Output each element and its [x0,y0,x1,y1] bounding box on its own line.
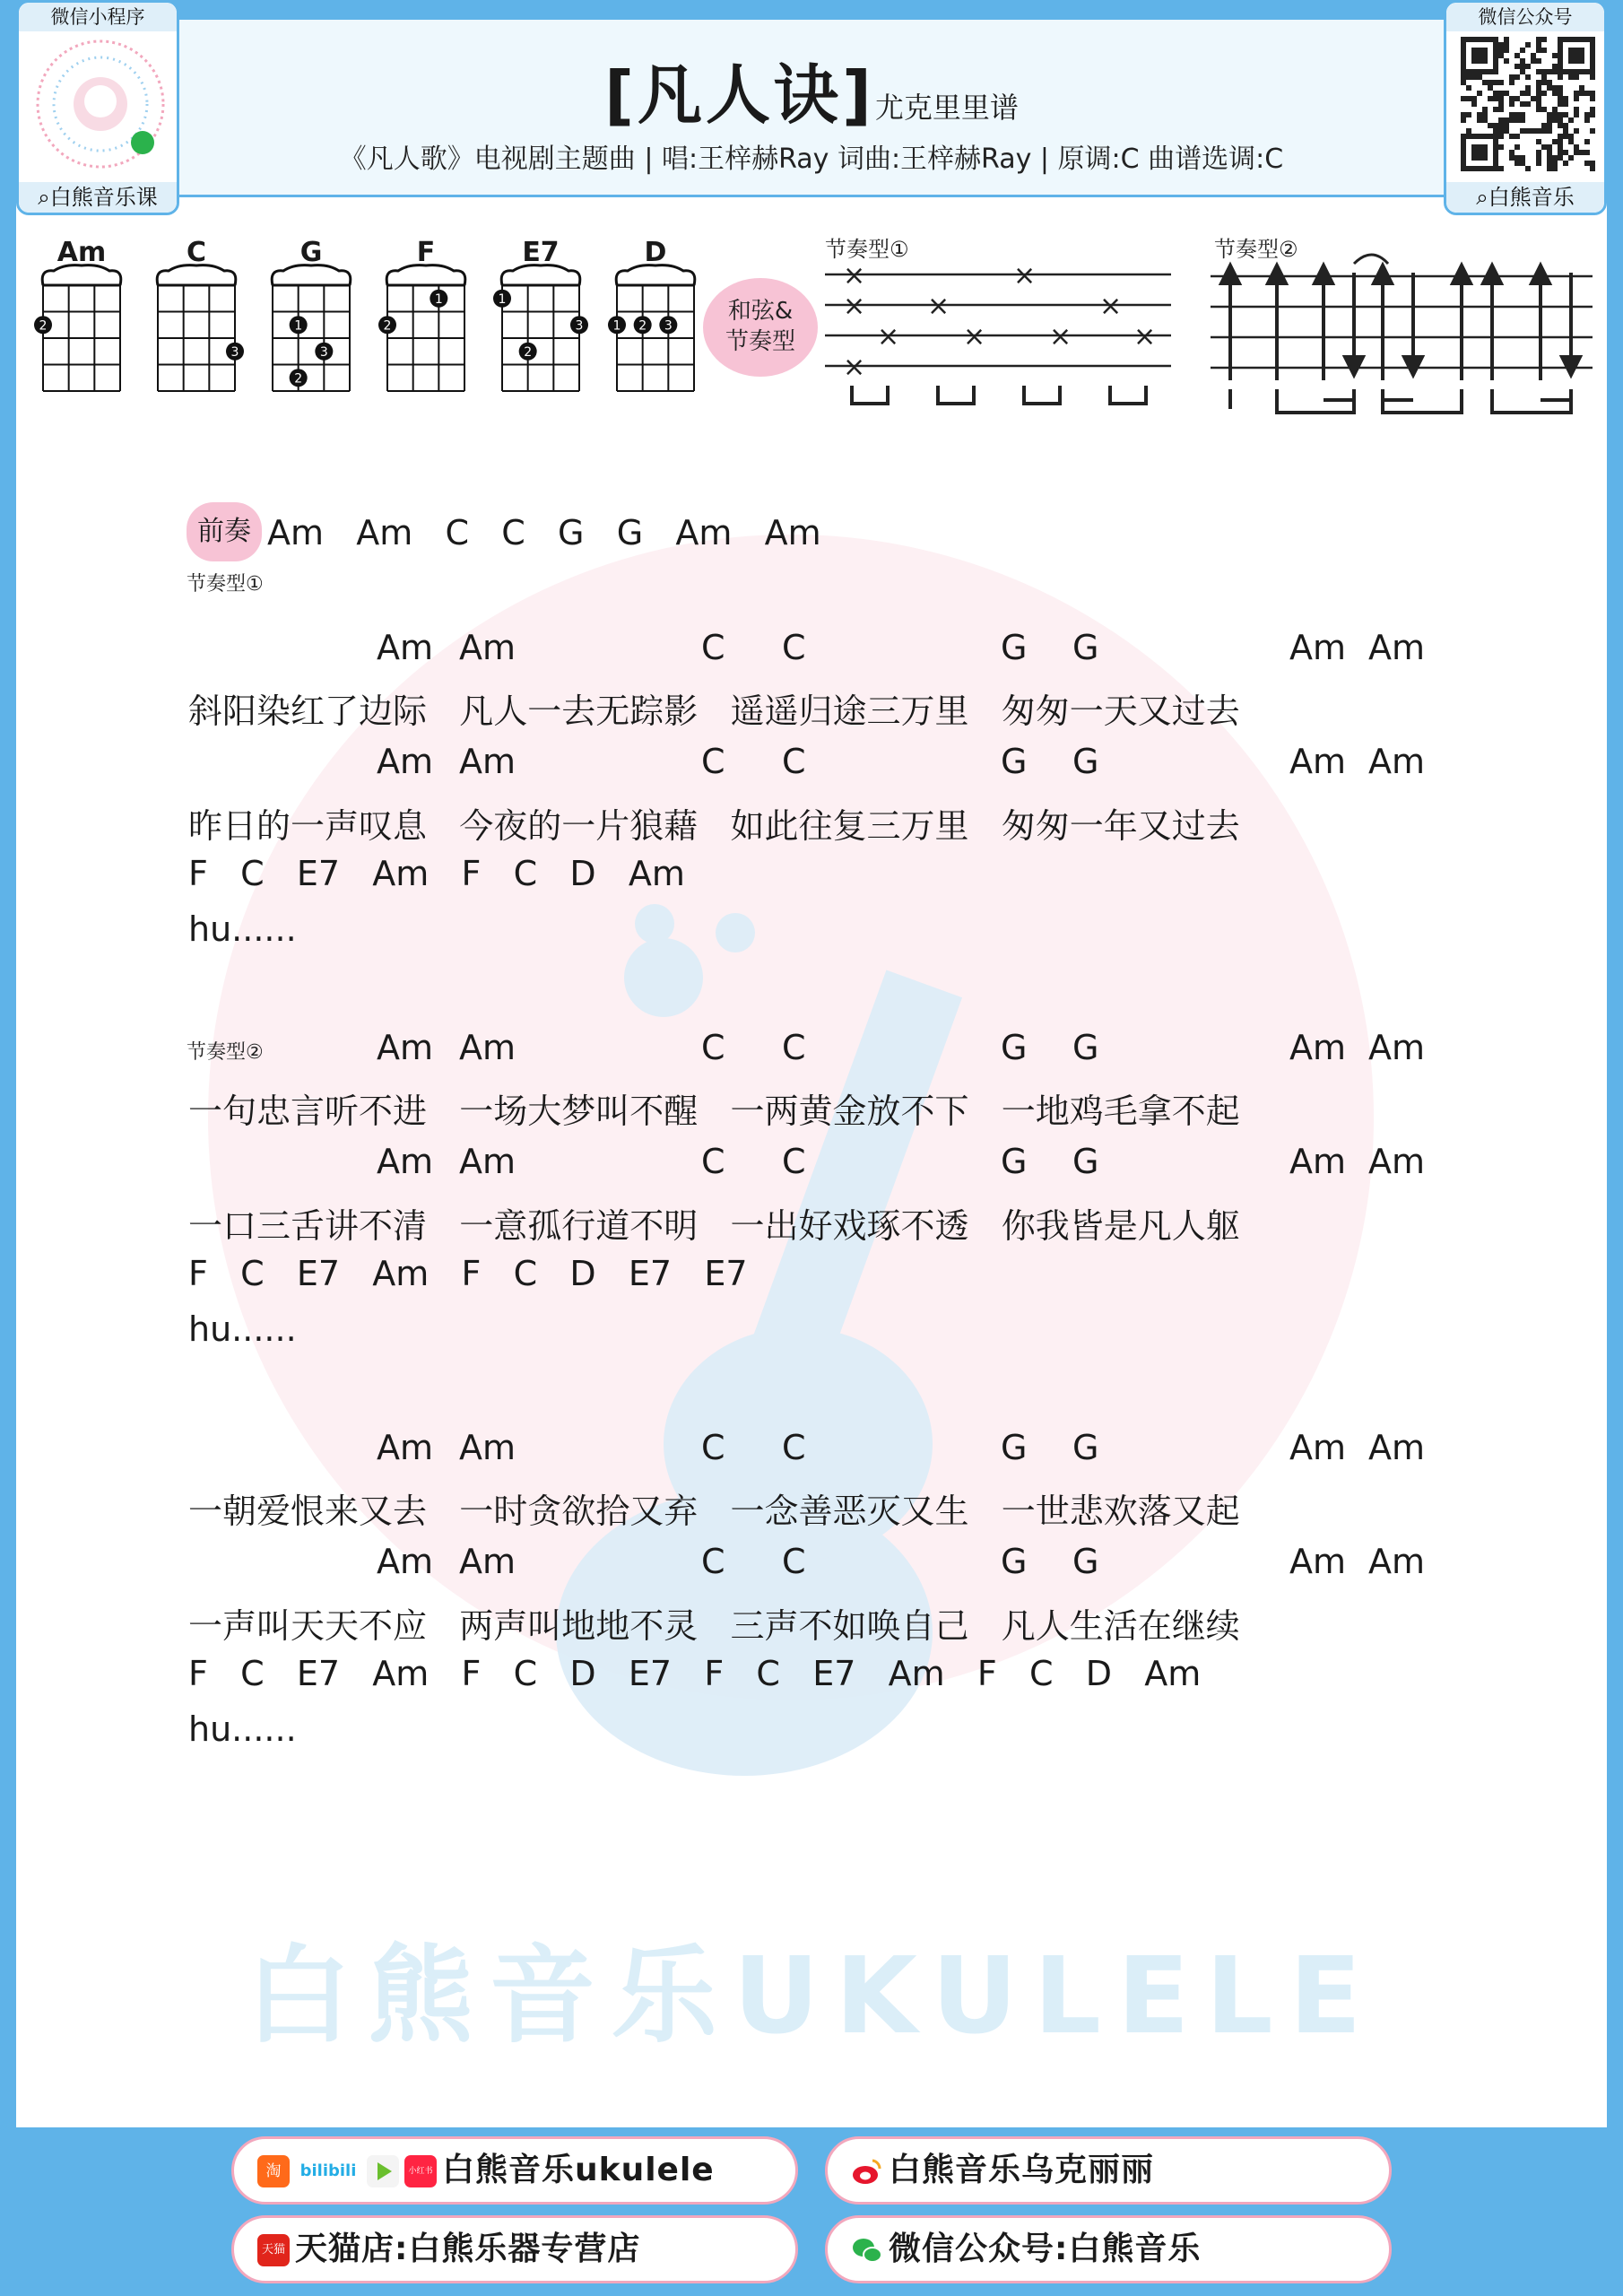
svg-text:2: 2 [524,344,533,360]
svg-text:3: 3 [664,318,673,334]
chord-label: Am [1289,628,1347,667]
chord-fretboard [491,264,590,398]
chord-label: Am [459,742,516,781]
brand-watermark: 白熊音乐UKULELE [245,1934,1378,2057]
svg-text:3: 3 [575,318,584,334]
chord-label: Am [459,1542,516,1581]
svg-text:×: × [877,321,900,352]
xiaohongshu-icon: 小红书 [404,2155,437,2187]
wechat-account-pill[interactable]: 微信公众号:白熊音乐 [825,2215,1392,2283]
svg-text:2: 2 [383,318,392,334]
chord-label: C [782,1428,806,1467]
chord-label: G [1072,628,1099,667]
chord-label: Am [1289,1542,1347,1581]
chord-label: Am [377,742,434,781]
svg-text:3: 3 [230,344,239,360]
chord-rhythm-badge: 和弦& 节奏型 [703,278,818,377]
chord-label: C [782,1028,806,1067]
outro-chord-line: F C E7 Am F C D E7 F C E7 Am F C D Am [188,1654,1202,1693]
svg-text:×: × [1133,321,1157,352]
chord-label: G [1001,1428,1028,1467]
hum-line: hu...... [188,1709,297,1749]
chord-label: Am [1368,1028,1426,1067]
wechat-icon [851,2234,883,2266]
chord-label: C [701,1428,725,1467]
bilibili-icon: bilibili [295,2155,361,2187]
hum-line: hu...... [188,1309,297,1349]
song-subtitle: 《凡人歌》电视剧主题曲 | 唱:王梓赫Ray 词曲:王梓赫Ray | 原调:C 曲谱选调:C [339,144,1284,175]
svg-text:×: × [843,291,866,322]
chord-label: G [1072,742,1099,781]
search-icon: ⌕ [38,185,50,210]
chord-label: G [1001,628,1028,667]
svg-text:2: 2 [39,318,48,334]
svg-text:2: 2 [638,318,647,334]
chord-label: Am [1289,1428,1347,1467]
outro-chord-line: F C E7 Am F C D E7 E7 [188,1254,748,1293]
chord-label: C [701,1142,725,1181]
svg-text:2: 2 [294,371,303,387]
chord-fretboard [32,264,131,398]
song-title: [凡人诀] [604,57,875,133]
chord-label: C [782,628,806,667]
chord-label: C [701,742,725,781]
svg-text:×: × [1013,260,1037,291]
chord-label: Am [1368,1428,1426,1467]
social-links-pill[interactable]: 淘 bilibili 小红书 白熊音乐ukulele [231,2136,798,2205]
chord-label: G [1001,1028,1028,1067]
svg-text:×: × [1099,291,1123,322]
qr-tag-label: 微信小程序 [19,3,177,31]
chord-label: C [782,1542,806,1581]
rhythm-pattern-1-notation [825,260,1175,413]
chord-label: Am [1368,1542,1426,1581]
outro-chord-line: F C E7 Am F C D Am [188,854,685,893]
lyric-line: 一句忠言听不进 一场大梦叫不醒 一两黄金放不下 一地鸡毛拿不起 [188,1091,1240,1131]
rhythm-pattern-2-label: 节奏型② [1214,237,1298,262]
verse-rhythm-label: 节奏型② [187,1041,264,1064]
chord-label: Am [377,628,434,667]
chord-label: Am [377,1028,434,1067]
title-suffix: 尤克里里谱 [874,91,1019,125]
weibo-pill[interactable]: 白熊音乐乌克丽丽 [825,2136,1392,2205]
chord-label: G [1001,1142,1028,1181]
svg-text:×: × [963,321,986,352]
chord-label: C [701,1028,725,1067]
intro-tag: 前奏 [187,502,262,561]
taobao-icon: 淘 [257,2155,290,2187]
chord-fretboard [377,264,475,398]
svg-text:3: 3 [319,344,328,360]
intro-rhythm-label: 节奏型① [187,573,264,596]
search-icon: ⌕ [1476,185,1488,210]
chord-fretboard [147,264,246,398]
chord-label: Am [1368,628,1426,667]
chord-name: C [186,237,207,268]
rhythm-pattern-1-label: 节奏型① [825,237,909,262]
svg-text:1: 1 [434,291,443,307]
chord-label: G [1072,1542,1099,1581]
lyric-line: 一口三舌讲不清 一意孤行道不明 一出好戏琢不透 你我皆是凡人躯 [188,1206,1240,1246]
qr-tag-label: 微信公众号 [1446,3,1604,31]
chord-fretboard [606,264,705,398]
chord-label: Am [1368,1142,1426,1181]
chord-label: Am [1289,742,1347,781]
chord-fretboard [262,264,360,398]
svg-text:1: 1 [612,318,621,334]
tmall-icon: 天猫 [257,2234,290,2266]
rhythm-pattern-2-notation [1211,246,1596,425]
hum-line: hu...... [188,909,297,949]
chord-label: Am [459,1428,516,1467]
chord-label: G [1072,1028,1099,1067]
lyric-line: 斜阳染红了边际 凡人一去无踪影 遥遥归途三万里 匆匆一天又过去 [188,691,1240,731]
svg-text:1: 1 [294,318,303,334]
chord-name: D [644,237,667,268]
chord-label: G [1001,742,1028,781]
svg-text:×: × [843,352,866,383]
qr-caption: ⌕白熊音乐 [1446,182,1604,213]
chord-name: E7 [522,237,560,268]
svg-text:×: × [843,260,866,291]
play-icon [367,2155,399,2187]
chord-label: Am [1289,1142,1347,1181]
lyric-line: 一声叫天天不应 两声叫地地不灵 三声不如唤自己 凡人生活在继续 [188,1606,1240,1646]
chord-label: Am [377,1542,434,1581]
chord-label: Am [459,1028,516,1067]
svg-text:1: 1 [498,291,507,307]
chord-name: Am [56,237,107,268]
intro-chords: Am Am C C G G Am Am [267,513,821,552]
chord-label: G [1001,1542,1028,1581]
chord-label: G [1072,1428,1099,1467]
lyric-line: 一朝爱恨来又去 一时贪欲拾又弃 一念善恶灭又生 一世悲欢落又起 [188,1492,1240,1531]
chord-label: C [782,1142,806,1181]
chord-label: G [1072,1142,1099,1181]
chord-label: Am [459,1142,516,1181]
chord-name: G [299,237,323,268]
chord-label: C [782,742,806,781]
qr-caption: ⌕白熊音乐课 [19,182,177,213]
weibo-icon [851,2155,883,2187]
svg-text:×: × [927,291,950,322]
tmall-store-pill[interactable]: 天猫 天猫店:白熊乐器专营店 [231,2215,798,2283]
svg-text:×: × [1049,321,1072,352]
chord-name: F [416,237,436,268]
chord-label: Am [459,628,516,667]
title-line [0,43,1623,136]
chord-label: Am [1368,742,1426,781]
chord-label: Am [377,1142,434,1181]
chord-label: Am [377,1428,434,1467]
chord-label: Am [1289,1028,1347,1067]
lyric-line: 昨日的一声叹息 今夜的一片狼藉 如此往复三万里 匆匆一年又过去 [188,806,1240,846]
chord-label: C [701,628,725,667]
chord-label: C [701,1542,725,1581]
